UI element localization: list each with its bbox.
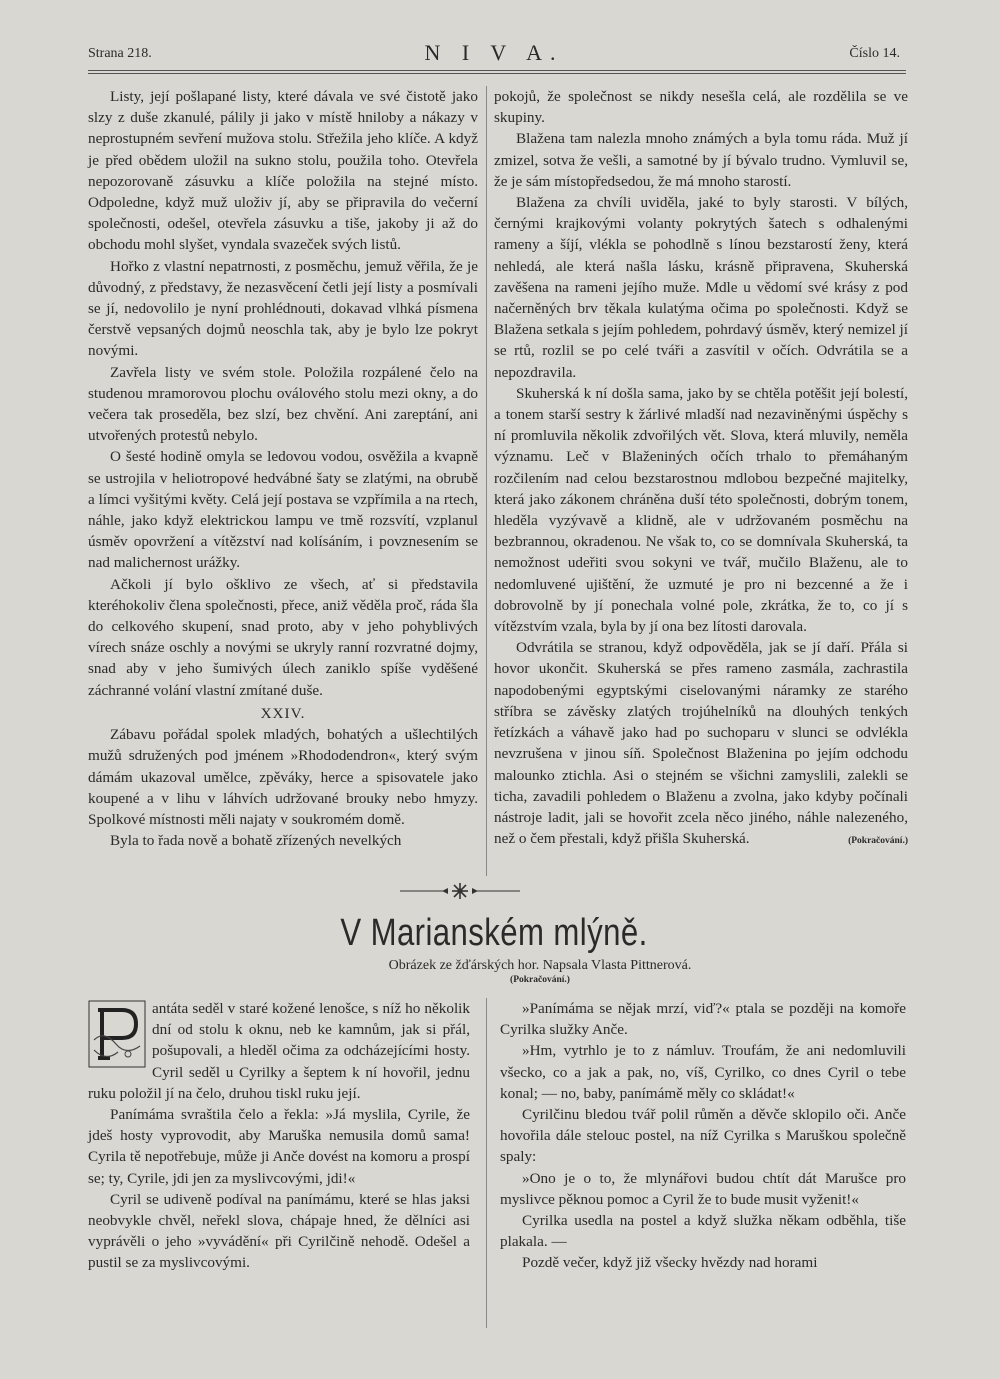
paragraph: Hořko z vlastní nepatrnosti, z posměchu, jemuž věřila, že je důvodný, z představy, že nezasvěcení četli její listy a posmívali se jí, nedovolilo je nyní prohlédnouti, dokavad vlhká písmena čerstvě vepsaných dojmů neoschla tak, aby je bylo lze pokryt novými. [88, 257, 478, 360]
paragraph: Cyrilčinu bledou tvář polil růměn a děvče sklopilo oči. Anče hovořila dále stelouc postel, na níž Cyrilka s Maruškou společně spaly: [500, 1106, 906, 1166]
article2-column-left [88, 998, 470, 1328]
column-divider [486, 86, 487, 876]
magazine-title: N I V A. [424, 40, 564, 65]
paragraph: Zavřela listy ve svém stole. Položila rozpálené čelo na studenou mramorovou plochu oválového stolu mezi okny, a do večera tak proseděla, bez slzí, bez chvění. Ani zareptání, ani utvořených protestů nebylo. [88, 363, 478, 445]
paragraph: O šesté hodině omyla se ledovou vodou, osvěžila a kvapně se ustrojila v heliotropové hedvábné šaty se zlatými, na obrubě a límci vyšitými květy. Celá její postava se vzpřímila a na rtech, náhle, jako když elektrickou lampu ve tmě rozsvítí, vzplanul úsměv opovržení a vítězství nad kolísáním, i povznesením se nad malichernost urážky. [88, 448, 478, 572]
paragraph: pokojů, že společnost se nikdy nesešla celá, ale rozdělila se ve skupiny. [494, 88, 908, 127]
paragraph: Skuherská k ní došla sama, jako by se chtěla potěšit její bolestí, a tonem starší sestry k žárlivé mladší nad nezaviněnými úspěchy s ní promluvila několik zdvořilých vět. Slova, která mluvily, neměla významu. Leč v Blaženiných očích trhalo to přemáhaným rozčilením nad celou bezstarostnou mdlobou bezpečné majitelky, která jako zákonem chráněna duší této společnosti, dobrým tonem, hleděla vyzývavě a klidně, ale v udržovaném posměchu na bezbrannou, okradenou. Ne však to, co se domnívala Skuherská, ta nemožnost udeřiti svou sokyni ve tvář, mučilo Blaženu, ale to nedomluvené ujištění, že uzmuté je pro ni bezcenné a že i dobrovolně by jí ponechala volné pole, zkrátka, že to, co jí s vítězstvím vzala, byla by jí ona bez lítosti darovala. [494, 384, 908, 636]
column-divider [486, 998, 487, 1328]
article1-column-left [88, 86, 478, 876]
paragraph: Pozdě večer, když již všecky hvězdy nad horami [522, 1254, 818, 1272]
paragraph: Ačkoli jí bylo ošklivo ze všech, ať si představila kteréhokoliv člena společnosti, přece, aniž věděla proč, ráda šla do celkového skupení, snad proto, aby v jeho pohyblivých vírech snáze oschly a novými se ukryly ranní rozvratné dojmy, snad aby v jeho šumivých úlech zaniklo spíše vyděšené záchranné volání vlastní zmítané duše. [88, 575, 478, 699]
issue-number: Číslo 14. [849, 46, 900, 61]
dropcap-p-icon [88, 1000, 146, 1068]
article2-column-right [500, 998, 906, 1328]
paragraph: Blažena za chvíli uviděla, jaké to byly starosti. V bílých, černými krajkovými volanty pokrytých šatech s odhalenými rameny a šíjí, vlékla se pohodlně s línou bezstarostí ženy, která nehledá, ale která našla lásku, krásně připravena, Skuherská zavěšena na rameni jejího muže. Mdle u vědomí své krásy z pod načerněných brv těkala kulatýma očima po společnosti. Když se Blažena setkala s jejím pohledem, pohrdavý úsměv, který nemizel jí se rtů, rozlil se po celé tváři a zasvítil v očích. Odvrátila se a nepozdravila. [494, 194, 908, 381]
paragraph: antáta seděl v staré kožené lenošce, s níž ho několik dní od stolu k oknu, neb ke kamnům, jak si přál, pošupovali, a hleděl očima za odcházejícími hosty. Cyril seděl u Cyrilky a šeptem k ní hovořil, jednu ruku položil jí na čelo, druhou tiskl ruku její. [88, 1000, 470, 1102]
article1-column-right [494, 86, 908, 876]
paragraph [494, 637, 908, 849]
paragraph: Byla to řada nově a bohatě zřízených nevelkých [110, 832, 402, 850]
paragraph: »Panímáma se nějak mrzí, viď?« ptala se později na komoře Cyrilka služky Anče. [500, 1000, 906, 1039]
continued-note: (Pokračování.) [848, 836, 908, 847]
page-number: Strana 218. [88, 46, 152, 61]
paragraph: Cyrilka usedla na postel a když služka někam odběhla, tiše plakala. — [500, 1212, 906, 1251]
ornament-divider-icon [400, 882, 520, 900]
continued-note: (Pokračování.) [510, 975, 570, 985]
paragraph: »Hm, vytrhlo je to z námluv. Troufám, že ani nedomluvili všecko, co a jak a pak, no, víš, Cyrilko, co dnes Cyril o tebe konal; — no, baby, panímámě měly co skládat!« [500, 1042, 906, 1102]
paragraph: Panímáma svraštila čelo a řekla: »Já myslila, Cyrile, že jdeš hosty vyprovodit, aby Maruška nemusila domů sama! Cyrila tě nepotřebuje, může ji Anče dovést na komoru a prospí se; ty, Cyrile, jdi jen za myslivcovými, jdi!« [88, 1106, 470, 1187]
chapter-heading: XXIV. [260, 704, 306, 722]
story-title: V Marianském mlýně. [340, 912, 648, 954]
paragraph-text: Odvrátila se stranou, když odpověděla, jak se jí daří. Přála si hovor ukončit. Skuherská se přes rameno zasmála, zachrastila napodobenými egyptskými ciselovanými náramky ze starého stříbra se závěsky zlatých trojúhelníků na dlouhých tenkých řetízkách a váhavě jako had po suchoparu v slunci se odvlékla nevzrušena v jinou síň. Společnost Blaženina po jejím odchodu malounko ztichla. Asi o stejném se všichni zamyslili, zalekli se ticha, zavadili pohledem o Blaženu a zvolna, jako kdyby počínali nástroje ladit, jali se hovořit zcela něco jiného, náhle nalezeného, než o čem přestali, když přišla Skuherská. [494, 639, 908, 848]
page-header [88, 40, 900, 68]
paragraph: Listy, její pošlapané listy, které dávala ve své čistotě jako slzy z duše zkanulé, pálily ji jako v místě hniloby a nákazy v neprostupném sevření mužova stolu. Střežila jeho klíče. A když je před obědem uložil na sukno stolu, použila toho. Otevřela nepozorovaně zásuvku a klíče položila na stejné místo. Odpoledne, když muž uloživ jí, aby se připravila do večerní společnosti, odešel, otevřela zásuvku a tiše, jakoby ji až do obchodu mohl slyšet, vyndala svazeček svých listů. [88, 88, 478, 254]
paragraph: »Ono je o to, že mlynářovi budou chtít dát Marušce pro myslivce pěknou pomoc a Cyril že to bude musit vyženit!« [500, 1169, 906, 1208]
paragraph: Blažena tam nalezla mnoho známých a byla tomu ráda. Muž jí zmizel, sotva že vešli, a samotné by jí bývalo trudno. Vymluvil se, že je sám místopředsedou, že má mnoho starostí. [494, 130, 908, 190]
header-rule [88, 70, 906, 74]
story-subtitle: Obrázek ze žďárských hor. Napsala Vlasta Pittnerová. [388, 958, 692, 973]
paragraph: Zábavu pořádal spolek mladých, bohatých a ušlechtilých mužů sdružených pod jménem »Rhododendron«, který svým dámám ukazoval umělce, zpěváky, herce a spisovatele jako koupené a v lihu v láhvích udržované brouky nebo hmyzy. Spolkové místnosti měli najaty v soukromém domě. [88, 726, 478, 828]
paragraph: Cyril se udiveně podíval na panímámu, které se hlas jaksi neobvykle chvěl, neřekl slova, chápaje hned, že dělníci asi vyprávěli o jeho »vyvádění« při Cyrilčině nehodě. Odešel a pustil se za myslivcovými. [88, 1190, 470, 1272]
